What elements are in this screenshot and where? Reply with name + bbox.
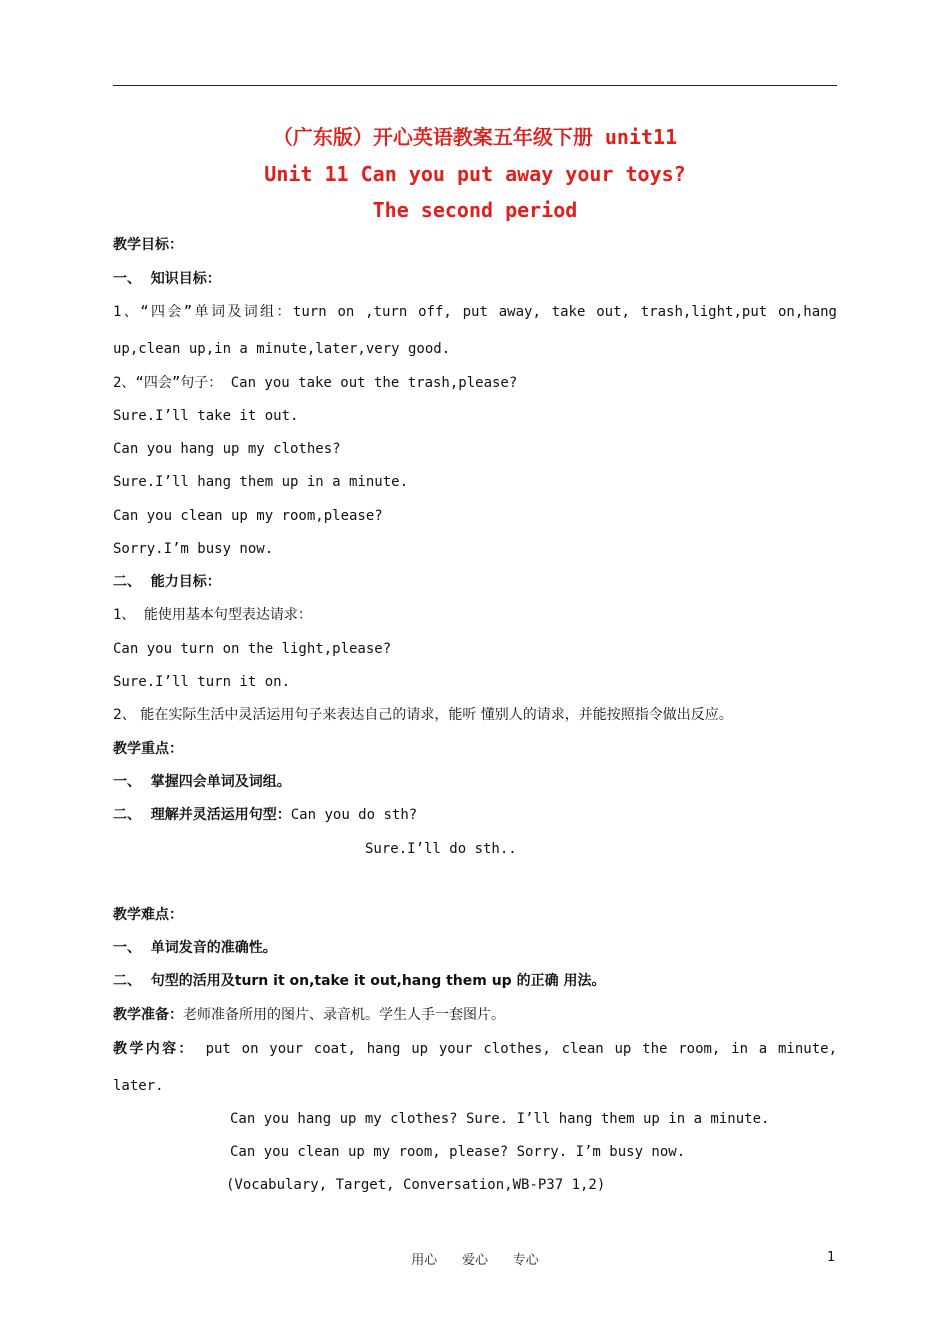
text-line: 1、 能使用基本句型表达请求： bbox=[113, 607, 312, 623]
section-heading-difficulties: 教学难点： bbox=[113, 907, 183, 923]
text-line: (Vocabulary, Target, Conversation,WB-P37 1,2) bbox=[226, 1177, 606, 1193]
key-point-label: 二、 理解并灵活运用句型： bbox=[113, 807, 291, 823]
header-rule bbox=[113, 85, 837, 86]
text-line: 一、 单词发音的准确性。 bbox=[113, 940, 277, 956]
text-line: later. bbox=[113, 1078, 164, 1094]
title-line-1: （广东版）开心英语教案五年级下册 unit11 bbox=[272, 125, 678, 149]
text-line: 1、“四会”单词及词组：turn on ,turn off, put away, take out, trash,light,put on,hang bbox=[113, 304, 837, 320]
content-label: 教学内容： bbox=[113, 1041, 195, 1057]
page-number: 1 bbox=[827, 1250, 836, 1265]
text-line: 2、 能在实际生活中灵活运用句子来表达自己的请求，能听 懂别人的请求，并能按照指令做出反应。 bbox=[113, 707, 733, 723]
subheading-knowledge: 一、 知识目标： bbox=[113, 271, 221, 287]
key-point-text: Can you do sth? bbox=[290, 807, 418, 823]
text-line: Sorry.I’m busy now. bbox=[113, 541, 274, 557]
text-line: up,clean up,in a minute,later,very good. bbox=[113, 341, 451, 357]
section-heading-objectives: 教学目标： bbox=[113, 237, 183, 253]
text-line: Sure.I’ll do sth.. bbox=[365, 841, 517, 857]
text-line: Can you clean up my room, please? Sorry. I’m busy now. bbox=[230, 1144, 686, 1160]
text-line: Sure.I’ll turn it on. bbox=[113, 674, 291, 690]
text-line: 2、“四会”句子： Can you take out the trash,please? bbox=[113, 375, 518, 391]
text-line: 一、 掌握四会单词及词组。 bbox=[113, 774, 291, 790]
text-line: Sure.I’ll take it out. bbox=[113, 408, 299, 424]
content-text: put on your coat, hang up your clothes, clean up the room, in a minute, bbox=[205, 1041, 837, 1057]
text-line: Can you hang up my clothes? Sure. I’ll hang them up in a minute. bbox=[230, 1111, 770, 1127]
text-line: Sure.I’ll hang them up in a minute. bbox=[113, 474, 409, 490]
text-line: 二、 句型的活用及turn it on,take it out,hang them up 的正确 用法。 bbox=[113, 973, 606, 989]
text-line: Can you turn on the light,please? bbox=[113, 641, 392, 657]
text-line: Can you hang up my clothes? bbox=[113, 441, 341, 457]
text-line: Can you clean up my room,please? bbox=[113, 508, 383, 524]
subheading-ability: 二、 能力目标： bbox=[113, 574, 221, 590]
text-line bbox=[113, 806, 417, 824]
section-heading-key-points: 教学重点： bbox=[113, 741, 183, 757]
title-line-2: Unit 11 Can you put away your toys? bbox=[264, 162, 686, 186]
text-line bbox=[113, 1006, 505, 1024]
preparation-text: 老师准备所用的图片、录音机。学生人手一套图片。 bbox=[183, 1007, 505, 1023]
preparation-label: 教学准备： bbox=[113, 1007, 183, 1023]
title-line-3: The second period bbox=[372, 198, 578, 222]
footer-motto: 用心 爱心 专心 bbox=[411, 1253, 539, 1268]
text-line bbox=[113, 1040, 837, 1058]
